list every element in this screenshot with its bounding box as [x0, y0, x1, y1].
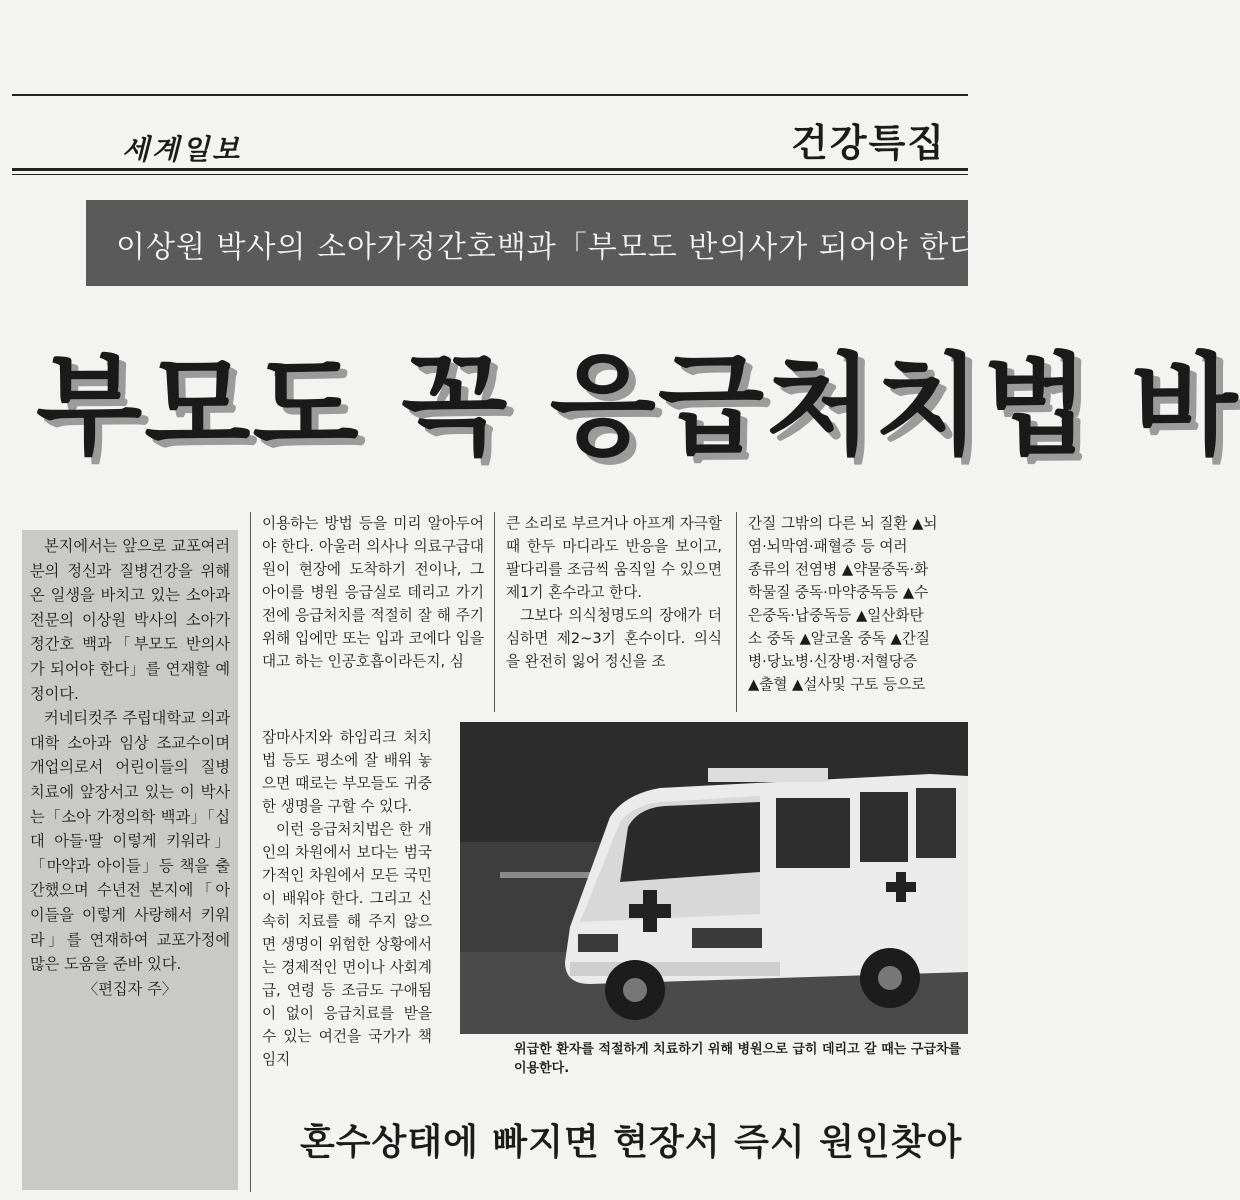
article-column-2-lower: [262, 726, 432, 1086]
article-paragraph: 큰 소리로 부르거나 아프게 자극할 때 한두 마디라도 반응을 보이고, 팔다리를 조금씩 움직일 수 있으면 제1기 혼수라고 한다.: [506, 515, 722, 601]
column-divider: [250, 512, 251, 1192]
article-paragraph: 이런 응급처치법은 한 개인의 차원에서 보다는 범국가적인 차원에서 모든 국민이 배워야 한다. 그리고 신속히 치료를 해 주지 않으면 생명이 위험한 상황에서는 경제적인 면이나 사회계급, 연령 등 조금도 구애됨이 없이 응급치료를 받을 수 있는 여건을 국가가 책임지: [262, 821, 432, 1068]
top-rule: [12, 94, 968, 96]
article-column-4: [748, 512, 968, 693]
article-line: 종류의 전염병 ▲약물중독·화: [748, 561, 929, 578]
photo-caption: 위급한 환자를 적절하게 치료하기 위해 병원으로 급히 데리고 갈 때는 구급차를 이용한다.: [514, 1042, 962, 1076]
editor-note-signature: 〈편집자 주〉: [83, 979, 177, 998]
article-paragraph: 그보다 의식청명도의 장애가 더 심하면 제2~3기 혼수이다. 의식을 완전히 잃어 정신을 조: [506, 607, 722, 670]
article-line: 소 중독 ▲알코올 중독 ▲간질: [748, 630, 930, 647]
newspaper-name: 세계일보: [122, 133, 243, 166]
article-paragraph: 잠마사지와 하임리크 처치법 등도 평소에 잘 배워 놓으면 때로는 부모들도 귀중한 생명을 구할 수 있다.: [262, 729, 432, 815]
article-column-3: [506, 512, 722, 688]
series-banner-text: 이상원 박사의 소아가정간호백과「부모도 반의사가 되어야 한다」: [116, 230, 1011, 265]
article-line: 은중독·납중독등 ▲일산화탄: [748, 607, 924, 624]
editor-note-paragraph: 본지에서는 앞으로 교포여러분의 정신과 질병건강을 위해 온 일생을 바치고 있는 소아과 전문의 이상원 박사의 소아가정간호 백과「부모도 반의사가 되어야 한다」를 연재할 예정이다.: [30, 537, 230, 703]
article-column-2: [262, 512, 484, 722]
article-line: 염·뇌막염·패혈증 등 여러: [748, 538, 908, 555]
ambulance-photo: [460, 722, 968, 1034]
editor-note-paragraph: 커네티컷주 주립대학교 의과대학 소아과 임상 조교수이며 개업의로서 어린이들의 질병치료에 앞장서고 있는 이 박사는「소아 가정의학 백과」「십대 아들·딸 이렇게 키워라」「마약과 아이들」등 책을 출간했으며 수년전 본지에「아이들을 이렇게 사랑해서 키워라」를 연재하여 교포가정에 많은 도움을 준바 있다.: [30, 709, 230, 974]
article-paragraph: 이용하는 방법 등을 미리 알아두어야 한다. 아울러 의사나 의료구급대원이 현장에 도착하기 전이나, 그 아이를 병원 응급실로 데리고 가기 전에 응급처치를 적절히 잘 해 주기 위해 입에만 또는 입과 코에다 입을 대고 하는 인공호흡이라든지, 심: [262, 515, 484, 670]
editor-note-box: [22, 530, 238, 1190]
column-divider: [494, 512, 495, 712]
headline: 부모도 꼭 응급처치법 바: [36, 342, 1240, 470]
article-line: 병·당뇨병·신장병·저혈당증: [748, 653, 917, 670]
masthead-rule: [12, 168, 968, 171]
column-divider: [736, 512, 737, 712]
subheadline: 혼수상태에 빠지면 현장서 즉시 원인찾아: [300, 1121, 963, 1163]
article-line: 간질 그밖의 다른 뇌 질환 ▲뇌: [748, 515, 938, 532]
series-banner: [86, 200, 1011, 286]
article-line: 학물질 중독·마약중독등 ▲수: [748, 584, 929, 601]
ambulance-icon: [460, 722, 968, 1034]
article-line: ▲출혈 ▲설사및 구토 등으로: [748, 676, 926, 693]
masthead-rule-thin: [12, 174, 968, 175]
section-title: 건강특집: [791, 121, 946, 165]
